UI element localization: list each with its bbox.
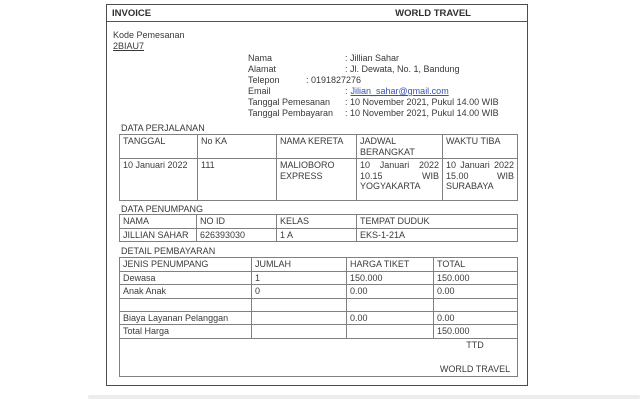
payment-table [119, 257, 518, 377]
passenger-cell-nama: JILLIAN SAHAR [120, 228, 197, 242]
signature-block [436, 340, 514, 375]
passenger-table-data-row [120, 228, 518, 242]
payment-row-total-harga [120, 325, 518, 339]
payment-cell [252, 311, 347, 325]
signature-company: WORLD TRAVEL [439, 364, 511, 374]
trip-cell-tanggal: 10 Januari 2022 [120, 159, 198, 201]
payment-cell [434, 298, 518, 311]
signature-row [120, 338, 518, 376]
trip-table [119, 134, 518, 201]
payment-cell: 150.000 [347, 271, 434, 285]
passenger-cell-no-id: 626393030 [197, 228, 277, 242]
payment-cell: Biaya Layanan Pelanggan [120, 311, 252, 325]
booking-code: 2BIAU7 [113, 41, 145, 51]
trip-header-nama-kereta: NAMA KERETA [277, 135, 357, 159]
payment-cell: 0.00 [347, 311, 434, 325]
payment-cell [120, 298, 252, 311]
customer-phone-row [248, 75, 518, 86]
trip-header-jadwal-berangkat: JADWAL BERANGKAT [357, 135, 443, 159]
trip-cell-nama-kereta: MALIOBORO EXPRESS [277, 159, 357, 201]
payment-cell [252, 298, 347, 311]
payment-row-dewasa [120, 271, 518, 285]
address-value: : Jl. Dewata, No. 1, Bandung [345, 64, 460, 74]
ttd-label: TTD [466, 339, 484, 350]
name-label: Nama [248, 53, 273, 63]
payment-cell: Anak Anak [120, 285, 252, 299]
invoice-header [107, 5, 527, 22]
payment-date-row [248, 108, 518, 119]
name-value: : Jillian Sahar [345, 53, 400, 63]
trip-cell-waktu-tiba: 10 Januari 2022 15.00 WIB SURABAYA [443, 159, 518, 201]
payment-row-empty [120, 298, 518, 311]
payment-date-label: Tanggal Pembayaran [248, 108, 334, 118]
payment-date-value: : 10 November 2021, Pukul 14.00 WIB [345, 108, 499, 118]
payment-section-title: DETAIL PEMBAYARAN [121, 246, 216, 256]
trip-section-title: DATA PERJALANAN [121, 123, 205, 133]
payment-row-anak-anak [120, 285, 518, 299]
payment-cell [347, 298, 434, 311]
passenger-table [119, 214, 518, 242]
signature-cell [120, 338, 518, 376]
customer-address-row [248, 64, 518, 75]
trip-cell-jadwal-berangkat: 10 Januari 2022 10.15 WIB YOGYAKARTA [357, 159, 443, 201]
email-colon: : [345, 86, 348, 96]
payment-header-jumlah: JUMLAH [252, 258, 347, 272]
trip-table-data-row [120, 159, 518, 201]
passenger-cell-tempat-duduk: EKS-1-21A [357, 228, 518, 242]
payment-cell [347, 325, 434, 339]
payment-table-header-row [120, 258, 518, 272]
order-date-row [248, 97, 518, 108]
customer-email-row [248, 86, 518, 97]
payment-cell: Dewasa [120, 271, 252, 285]
payment-header-harga: HARGA TIKET [347, 258, 434, 272]
email-value [345, 86, 449, 96]
company-title: WORLD TRAVEL [395, 8, 471, 19]
payment-cell: Total Harga [120, 325, 252, 339]
payment-cell: 1 [252, 271, 347, 285]
payment-cell: 150.000 [434, 325, 518, 339]
bottom-divider-bar [88, 395, 640, 399]
address-label: Alamat [248, 64, 277, 74]
passenger-cell-kelas: 1 A [277, 228, 357, 242]
payment-cell: 0 [252, 285, 347, 299]
booking-code-label: Kode Pemesanan [113, 30, 185, 40]
trip-cell-no-ka: 111 [198, 159, 277, 201]
trip-table-header-row [120, 135, 518, 159]
payment-row-biaya-layanan [120, 311, 518, 325]
payment-cell [252, 325, 347, 339]
customer-info [248, 53, 518, 119]
order-date-value: : 10 November 2021, Pukul 14.00 WIB [345, 97, 499, 107]
passenger-header-kelas: KELAS [277, 215, 357, 229]
payment-cell: 0.00 [434, 311, 518, 325]
passenger-header-nama: NAMA [120, 215, 197, 229]
phone-label: Telepon [248, 75, 280, 85]
passenger-header-tempat-duduk: TEMPAT DUDUK [357, 215, 518, 229]
order-date-label: Tanggal Pemesanan [248, 97, 331, 107]
payment-cell: 0.00 [434, 285, 518, 299]
trip-header-no-ka: No KA [198, 135, 277, 159]
trip-header-waktu-tiba: WAKTU TIBA [443, 135, 518, 159]
payment-header-jenis: JENIS PENUMPANG [120, 258, 252, 272]
passenger-section-title: DATA PENUMPANG [121, 204, 204, 214]
payment-cell: 0.00 [347, 285, 434, 299]
payment-cell: 150.000 [434, 271, 518, 285]
payment-header-total: TOTAL [434, 258, 518, 272]
phone-value: : 0191827276 [306, 75, 362, 85]
passenger-header-no-id: NO ID [197, 215, 277, 229]
email-link[interactable]: Jilian_sahar@gmail.com [350, 86, 449, 96]
email-label: Email [248, 86, 271, 96]
customer-name-row [248, 53, 518, 64]
trip-header-tanggal: TANGGAL [120, 135, 198, 159]
invoice-title: INVOICE [112, 8, 152, 19]
invoice-page [106, 4, 528, 386]
passenger-table-header-row [120, 215, 518, 229]
